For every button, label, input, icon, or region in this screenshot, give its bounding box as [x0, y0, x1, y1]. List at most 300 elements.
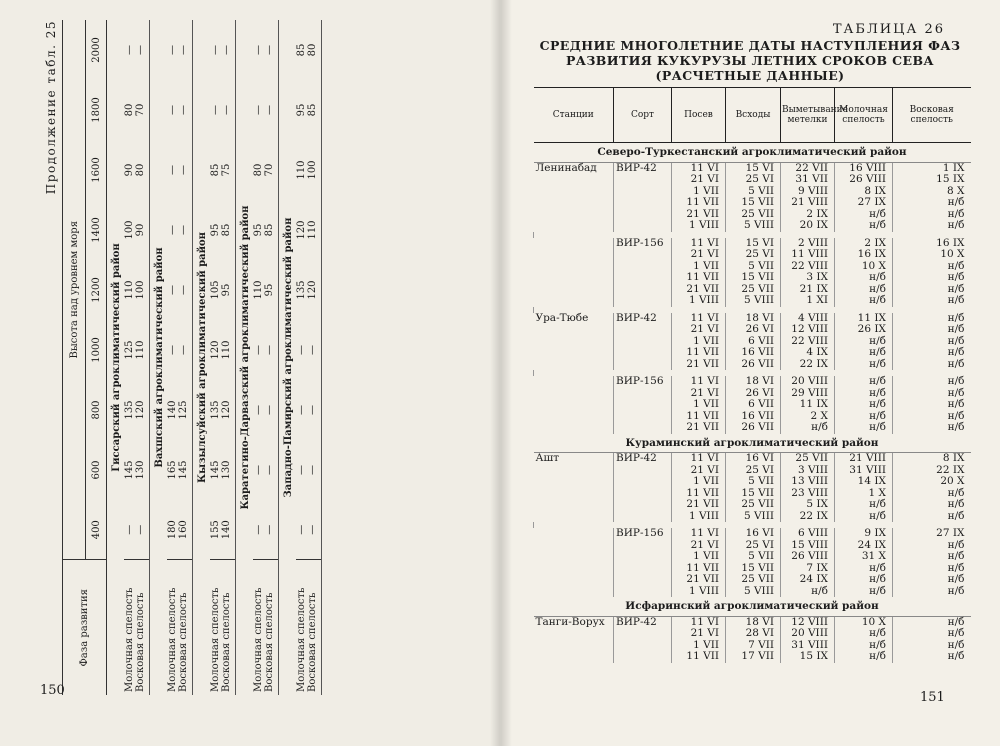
date-cell: н/б	[893, 272, 971, 284]
value: 85	[296, 43, 307, 57]
data-block	[167, 20, 193, 695]
station-cell	[534, 209, 614, 221]
section-row	[107, 20, 125, 695]
station-cell	[534, 347, 614, 359]
date-cell: 24 IX	[835, 540, 893, 552]
value-cell	[210, 440, 236, 500]
value-cell	[253, 20, 279, 80]
date-cell: н/б	[835, 563, 893, 575]
value: —	[296, 405, 307, 415]
date-cell: н/б	[835, 511, 893, 523]
date-cell: н/б	[835, 209, 893, 221]
section-title: Западно-Памирский агроклиматический район	[283, 217, 294, 498]
sort-cell: ВИР-42	[614, 616, 672, 628]
date-cell: 23 VIII	[781, 488, 835, 500]
sort-cell	[614, 249, 672, 261]
station-cell	[534, 249, 614, 261]
date-cell: н/б	[835, 336, 893, 348]
date-cell: 26 VI	[726, 388, 781, 400]
date-cell: н/б	[893, 586, 971, 598]
date-cell: н/б	[835, 399, 893, 411]
altitude-400: 400	[86, 500, 107, 560]
sort-cell	[614, 324, 672, 336]
date-cell: н/б	[893, 376, 971, 388]
date-cell: 21 IX	[781, 284, 835, 296]
phase-labels	[210, 560, 236, 695]
table-row	[534, 511, 971, 523]
station-cell	[534, 563, 614, 575]
value: —	[178, 345, 189, 355]
sort-cell	[614, 422, 672, 434]
value: 135	[296, 280, 307, 300]
table-row	[534, 528, 971, 540]
value-cell	[210, 20, 236, 80]
table-row	[534, 220, 971, 232]
date-cell: 22 VIII	[781, 261, 835, 273]
date-cell: 18 VI	[726, 616, 781, 628]
value: 130	[221, 460, 232, 480]
date-cell: 21 VI	[672, 174, 726, 186]
sort-cell	[614, 336, 672, 348]
value-cell	[253, 200, 279, 260]
value-cell	[167, 260, 193, 320]
sort-cell	[614, 465, 672, 477]
date-cell: 21 VII	[672, 209, 726, 221]
value: —	[264, 405, 275, 415]
section-row	[279, 20, 297, 695]
date-cell: 11 VI	[672, 376, 726, 388]
date-cell: 5 VIII	[726, 586, 781, 598]
sort-cell: ВИР-156	[614, 528, 672, 540]
date-cell: 2 X	[781, 411, 835, 423]
value: 80	[253, 163, 264, 177]
value: 120	[296, 220, 307, 240]
date-cell: н/б	[893, 563, 971, 575]
date-cell: 1 VIII	[672, 295, 726, 307]
date-cell: 15 VI	[726, 162, 781, 174]
table-row	[534, 628, 971, 640]
date-cell: н/б	[893, 488, 971, 500]
date-cell: 11 VI	[672, 616, 726, 628]
value: —	[307, 524, 318, 535]
station-cell	[534, 574, 614, 586]
value: —	[253, 524, 264, 535]
sort-cell	[614, 628, 672, 640]
date-cell: 1 VII	[672, 186, 726, 198]
value: 110	[296, 160, 307, 180]
table-row	[534, 574, 971, 586]
altitude-1600: 1600	[86, 140, 107, 200]
value-cell	[210, 320, 236, 380]
date-cell: 11 VII	[672, 347, 726, 359]
table-row	[534, 359, 971, 371]
station-cell	[534, 359, 614, 371]
date-cell: 21 VII	[672, 284, 726, 296]
date-cell: 21 VI	[672, 540, 726, 552]
station-cell: Танги-Ворух	[535, 615, 605, 628]
value: 135	[210, 400, 221, 420]
value: 70	[264, 163, 275, 177]
station-cell: Ленинабад	[535, 161, 597, 174]
date-cell: н/б	[893, 511, 971, 523]
value: —	[167, 225, 178, 235]
sort-cell	[614, 388, 672, 400]
date-cell: н/б	[835, 347, 893, 359]
station-cell	[534, 220, 614, 232]
title-line-3: (РАСЧЕТНЫЕ ДАННЫЕ)	[655, 68, 845, 83]
date-cell: н/б	[893, 399, 971, 411]
phase-label: Восковая спелость	[221, 592, 232, 692]
right-page	[500, 0, 1000, 746]
station-cell	[534, 174, 614, 186]
sort-cell	[614, 563, 672, 575]
date-cell: н/б	[835, 640, 893, 652]
date-cell: н/б	[893, 359, 971, 371]
date-cell: 4 IX	[781, 347, 835, 359]
date-cell: 11 VII	[672, 563, 726, 575]
station-cell	[534, 551, 614, 563]
phase-labels	[124, 560, 150, 695]
date-cell: 15 VIII	[781, 540, 835, 552]
table-number: ТАБЛИЦА 26	[832, 22, 945, 37]
column-header-5: Выметывание метелки	[781, 88, 835, 143]
date-cell: 9 IX	[835, 528, 893, 540]
date-cell: 21 VIII	[781, 197, 835, 209]
value-cell	[167, 80, 193, 140]
date-cell: 24 IX	[781, 574, 835, 586]
date-cell: 26 IX	[835, 324, 893, 336]
date-cell: 8 IX	[835, 186, 893, 198]
phase-labels	[253, 560, 279, 695]
date-cell: 11 VIII	[781, 249, 835, 261]
station-cell	[534, 376, 614, 388]
value: —	[178, 105, 189, 115]
date-cell: 18 VI	[726, 376, 781, 388]
date-cell: 5 VII	[726, 261, 781, 273]
date-cell: 2 VIII	[781, 238, 835, 250]
data-block	[296, 20, 322, 695]
date-cell: 11 VII	[672, 411, 726, 423]
date-cell: н/б	[893, 411, 971, 423]
date-cell: н/б	[835, 651, 893, 663]
date-cell: 4 VIII	[781, 313, 835, 325]
date-cell: 12 VIII	[781, 324, 835, 336]
date-cell: н/б	[835, 499, 893, 511]
table-row	[534, 651, 971, 663]
date-cell: н/б	[893, 295, 971, 307]
date-cell: н/б	[835, 220, 893, 232]
value: —	[253, 105, 264, 115]
date-cell: 15 VI	[726, 238, 781, 250]
date-cell: 11 VII	[672, 272, 726, 284]
value: 120	[307, 280, 318, 300]
sort-cell	[614, 209, 672, 221]
table-row	[534, 422, 971, 434]
column-header-6: Молочная спелость	[835, 88, 893, 143]
value: 85	[264, 223, 275, 237]
value: 70	[135, 103, 146, 117]
value-cell	[210, 80, 236, 140]
phase-label: Молочная спелость	[296, 587, 307, 692]
value-cell	[210, 260, 236, 320]
value-cell	[124, 260, 150, 320]
table-title	[530, 38, 970, 83]
date-cell: 20 X	[893, 476, 971, 488]
sort-cell	[614, 399, 672, 411]
value: 125	[178, 400, 189, 420]
value-cell	[253, 260, 279, 320]
date-cell: 5 IX	[781, 499, 835, 511]
date-cell: 25 VI	[726, 174, 781, 186]
value: —	[253, 45, 264, 55]
date-cell: н/б	[835, 422, 893, 434]
value-cell	[253, 320, 279, 380]
date-cell: 2 IX	[781, 209, 835, 221]
value-cell	[167, 20, 193, 80]
date-cell: 21 VI	[672, 465, 726, 477]
station-cell: Ашт	[535, 452, 560, 464]
date-cell: н/б	[835, 388, 893, 400]
sort-cell	[614, 640, 672, 652]
value-cell	[124, 320, 150, 380]
region-row	[534, 597, 971, 616]
date-cell: 27 IX	[835, 197, 893, 209]
station-cell	[534, 651, 614, 663]
date-cell: н/б	[781, 586, 835, 598]
date-cell: 7 VII	[726, 640, 781, 652]
date-cell: 25 VI	[726, 465, 781, 477]
date-cell: 9 VIII	[781, 186, 835, 198]
value-cell	[167, 380, 193, 440]
date-cell: н/б	[893, 336, 971, 348]
date-cell: 1 VIII	[672, 586, 726, 598]
date-cell: н/б	[835, 295, 893, 307]
station-cell	[534, 261, 614, 273]
date-cell: 20 VIII	[781, 628, 835, 640]
value: —	[253, 465, 264, 475]
value: 80	[124, 103, 135, 117]
sort-cell	[614, 540, 672, 552]
station-cell	[534, 197, 614, 209]
date-cell: 8 X	[893, 186, 971, 198]
date-cell: 1 VII	[672, 399, 726, 411]
value: —	[167, 165, 178, 175]
value: —	[135, 524, 146, 535]
book-spine	[490, 0, 512, 746]
value: 85	[210, 163, 221, 177]
sort-cell	[614, 272, 672, 284]
date-cell: н/б	[893, 422, 971, 434]
title-line-2: РАЗВИТИЯ КУКУРУЗЫ ЛЕТНИХ СРОКОВ СЕВА	[565, 53, 934, 68]
value: —	[178, 45, 189, 55]
sort-cell	[614, 174, 672, 186]
value-cell	[296, 440, 322, 500]
date-cell: 8 IX	[893, 453, 971, 465]
date-cell: 16 VI	[726, 528, 781, 540]
sort-cell	[614, 511, 672, 523]
value: —	[264, 45, 275, 55]
data-block	[210, 20, 236, 695]
date-cell: 1 XI	[781, 295, 835, 307]
continuation-label: Продолжение табл. 25	[44, 20, 58, 195]
sort-cell: ВИР-42	[614, 453, 672, 465]
date-cell: 1 VII	[672, 640, 726, 652]
phase-label: Восковая спелость	[178, 592, 189, 692]
value: 95	[221, 283, 232, 297]
altitude-header: Высота над уровнем моря	[63, 20, 86, 560]
table-25	[62, 20, 322, 695]
value-cell	[296, 260, 322, 320]
date-cell: н/б	[893, 551, 971, 563]
value: —	[167, 285, 178, 295]
value: —	[167, 105, 178, 115]
value: —	[210, 105, 221, 115]
value: 110	[221, 340, 232, 360]
date-cell: н/б	[835, 376, 893, 388]
value-cell	[253, 440, 279, 500]
value: 75	[221, 163, 232, 177]
station-cell	[534, 488, 614, 500]
date-cell: 5 VII	[726, 476, 781, 488]
value: 95	[253, 223, 264, 237]
section-row	[236, 20, 254, 695]
phase-labels	[167, 560, 193, 695]
value-cell	[124, 380, 150, 440]
date-cell: 21 VI	[672, 324, 726, 336]
date-cell: н/б	[893, 651, 971, 663]
date-cell: 11 VI	[672, 238, 726, 250]
table-row	[534, 347, 971, 359]
altitude-2000: 2000	[86, 20, 107, 80]
date-cell: 26 VII	[726, 422, 781, 434]
date-cell: 17 VII	[726, 651, 781, 663]
date-cell: 25 VII	[726, 574, 781, 586]
station-cell	[534, 399, 614, 411]
station-cell	[534, 272, 614, 284]
value: 110	[253, 280, 264, 300]
sort-cell	[614, 476, 672, 488]
value: —	[253, 345, 264, 355]
date-cell: 5 VIII	[726, 295, 781, 307]
phase-label: Молочная спелость	[124, 587, 135, 692]
date-cell: 5 VIII	[726, 511, 781, 523]
sort-cell	[614, 261, 672, 273]
date-cell: 11 IX	[781, 399, 835, 411]
date-cell: 11 VII	[672, 197, 726, 209]
station-cell	[534, 540, 614, 552]
value-cell	[124, 440, 150, 500]
date-cell: н/б	[835, 574, 893, 586]
value: 180	[167, 520, 178, 540]
date-cell: 11 VII	[672, 488, 726, 500]
station-cell	[534, 528, 614, 540]
date-cell: 25 VI	[726, 249, 781, 261]
sort-cell: ВИР-42	[614, 313, 672, 325]
value: —	[167, 345, 178, 355]
value: 130	[135, 460, 146, 480]
date-cell: 5 VII	[726, 186, 781, 198]
value: 100	[307, 160, 318, 180]
date-cell: 6 VII	[726, 336, 781, 348]
phase-column-header: Фаза развития	[63, 560, 107, 695]
value: 145	[210, 460, 221, 480]
value: —	[135, 45, 146, 55]
date-cell: 22 IX	[781, 359, 835, 371]
value: —	[178, 225, 189, 235]
altitude-600: 600	[86, 440, 107, 500]
sort-cell	[614, 186, 672, 198]
value-cell	[210, 500, 236, 560]
region-title: Северо-Туркестанский агроклиматический район	[534, 143, 971, 163]
date-cell: 7 IX	[781, 563, 835, 575]
date-cell: 10 X	[893, 249, 971, 261]
date-cell: 31 VIII	[781, 640, 835, 652]
date-cell: н/б	[893, 313, 971, 325]
date-cell: 25 VII	[781, 453, 835, 465]
phase-label: Молочная спелость	[253, 587, 264, 692]
date-cell: 2 IX	[835, 238, 893, 250]
value: 160	[178, 520, 189, 540]
value: 145	[178, 460, 189, 480]
section-row	[150, 20, 168, 695]
date-cell: н/б	[893, 540, 971, 552]
value: 95	[210, 223, 221, 237]
date-cell: 20 IX	[781, 220, 835, 232]
station-cell	[534, 295, 614, 307]
date-cell: 3 IX	[781, 272, 835, 284]
date-cell: н/б	[893, 388, 971, 400]
table-row	[534, 376, 971, 388]
value: 120	[221, 400, 232, 420]
value: —	[178, 285, 189, 295]
value: —	[307, 465, 318, 475]
station-cell	[534, 465, 614, 477]
value-cell	[296, 200, 322, 260]
date-cell: 21 VII	[672, 422, 726, 434]
column-header-7: Восковая спелость	[893, 88, 971, 143]
value: —	[221, 45, 232, 55]
value: —	[264, 465, 275, 475]
date-cell: 21 VII	[672, 499, 726, 511]
value: —	[307, 405, 318, 415]
region-row	[534, 143, 971, 163]
sort-cell	[614, 499, 672, 511]
date-cell: 22 IX	[893, 465, 971, 477]
date-cell: 31 X	[835, 551, 893, 563]
value-cell	[296, 380, 322, 440]
date-cell: 11 VI	[672, 313, 726, 325]
value-cell	[296, 140, 322, 200]
station-cell	[534, 284, 614, 296]
value-cell	[253, 140, 279, 200]
value: 120	[210, 340, 221, 360]
date-cell: 16 VII	[726, 347, 781, 359]
date-cell: н/б	[893, 209, 971, 221]
section-title: Гиссарский агроклиматический район	[111, 243, 122, 472]
date-cell: 25 VII	[726, 499, 781, 511]
date-cell: 15 VII	[726, 488, 781, 500]
value: 80	[135, 163, 146, 177]
section-title: Каратегино-Дарвазский агроклиматический район	[240, 205, 251, 510]
rotated-table-25	[40, 20, 470, 695]
page-number-right: 151	[920, 690, 945, 705]
value: 105	[210, 280, 221, 300]
value: 135	[124, 400, 135, 420]
date-cell: н/б	[893, 616, 971, 628]
date-cell: н/б	[893, 324, 971, 336]
date-cell: 12 VIII	[781, 616, 835, 628]
sort-cell	[614, 411, 672, 423]
